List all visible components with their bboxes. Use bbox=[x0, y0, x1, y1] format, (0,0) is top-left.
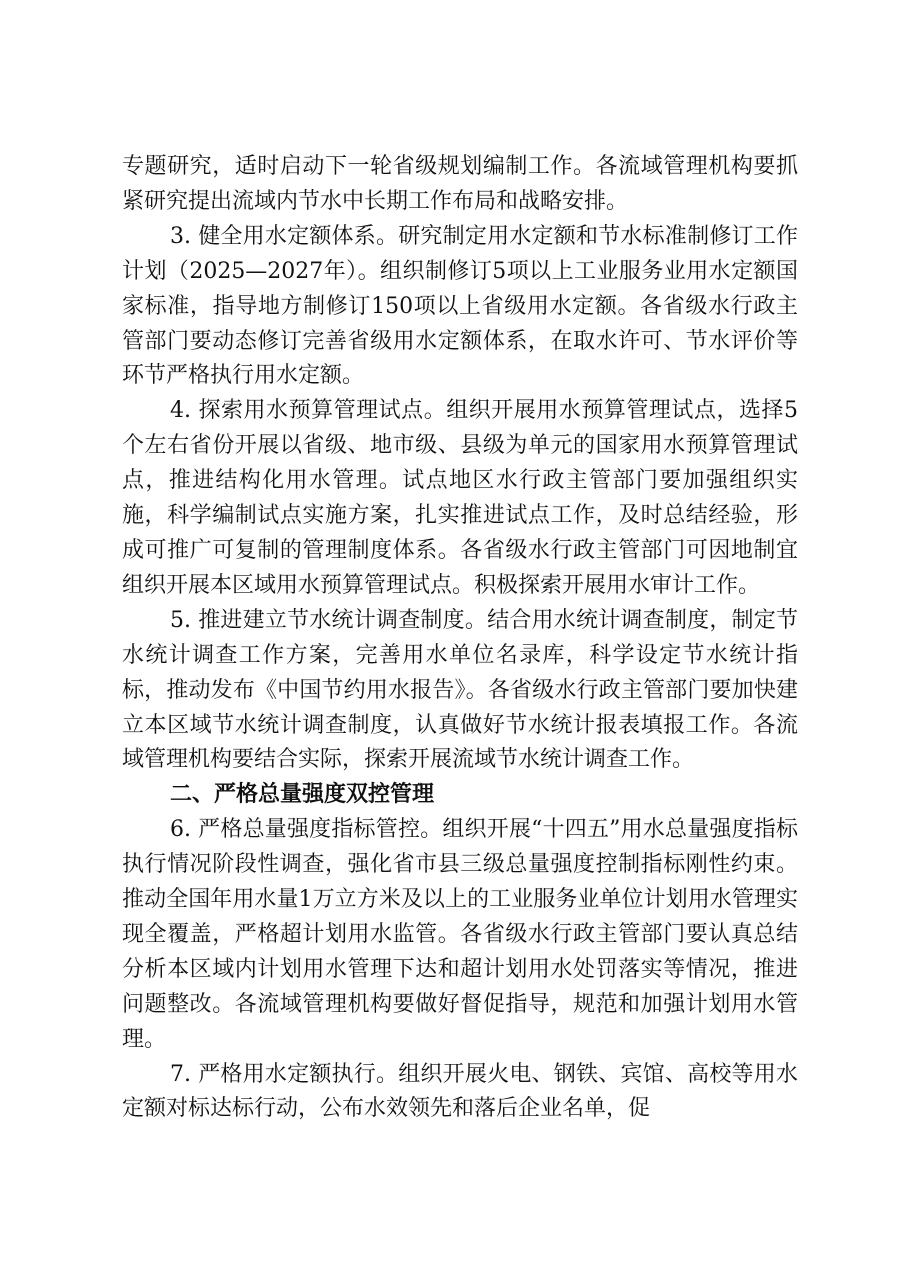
document-page bbox=[122, 150, 798, 1127]
paragraph-continuation: 专题研究，适时启动下一轮省级规划编制工作。各流域管理机构要抓紧研究提出流域内节水中长期工作布局和战略安排。 bbox=[122, 154, 798, 214]
paragraph-item-3: 3. 健全用水定额体系。研究制定用水定额和节水标准制修订工作计划（2025—2027年）。组织制修订5项以上工业服务业用水定额国家标准，指导地方制修订150项以上省级用水定额。各省级水行政主管部门要动态修订完善省级用水定额体系，在取水许可、节水评价等环节严格执行用水定额。 bbox=[122, 223, 798, 389]
section-heading-2: 二、严格总量强度双控管理 bbox=[170, 782, 435, 808]
paragraph-item-7: 7. 严格用水定额执行。组织开展火电、钢铁、宾馆、高校等用水定额对标达标行动，公布水效领先和落后企业名单，促 bbox=[122, 1061, 798, 1122]
paragraph-item-5: 5. 推进建立节水统计调查制度。结合用水统计调查制度，制定节水统计调查工作方案，完善用水单位名录库，科学设定节水统计指标，推动发布《中国节约用水报告》。各省级水行政主管部门要加快建立本区域节水统计调查制度，认真做好节水统计报表填报工作。各流域管理机构要结合实际，探索开展流域节水统计调查工作。 bbox=[122, 607, 798, 773]
paragraph-item-6: 6. 严格总量强度指标管控。组织开展“十四五”用水总量强度指标执行情况阶段性调查，强化省市县三级总量强度控制指标刚性约束。推动全国年用水量1万立方米及以上的工业服务业单位计划用水管理实现全覆盖，严格超计划用水监管。各省级水行政主管部门要认真总结分析本区域内计划用水管理下达和超计划用水处罚落实等情况，推进问题整改。各流域管理机构要做好督促指导，规范和加强计划用水管理。 bbox=[122, 817, 798, 1052]
paragraph-item-4: 4. 探索用水预算管理试点。组织开展用水预算管理试点，选择5个左右省份开展以省级、地市级、县级为单元的国家用水预算管理试点，推进结构化用水管理。试点地区水行政主管部门要加强组织实施，科学编制试点实施方案，扎实推进试点工作，及时总结经验，形成可推广可复制的管理制度体系。各省级水行政主管部门可因地制宜组织开展本区域用水预算管理试点。积极探索开展用水审计工作。 bbox=[122, 398, 798, 598]
